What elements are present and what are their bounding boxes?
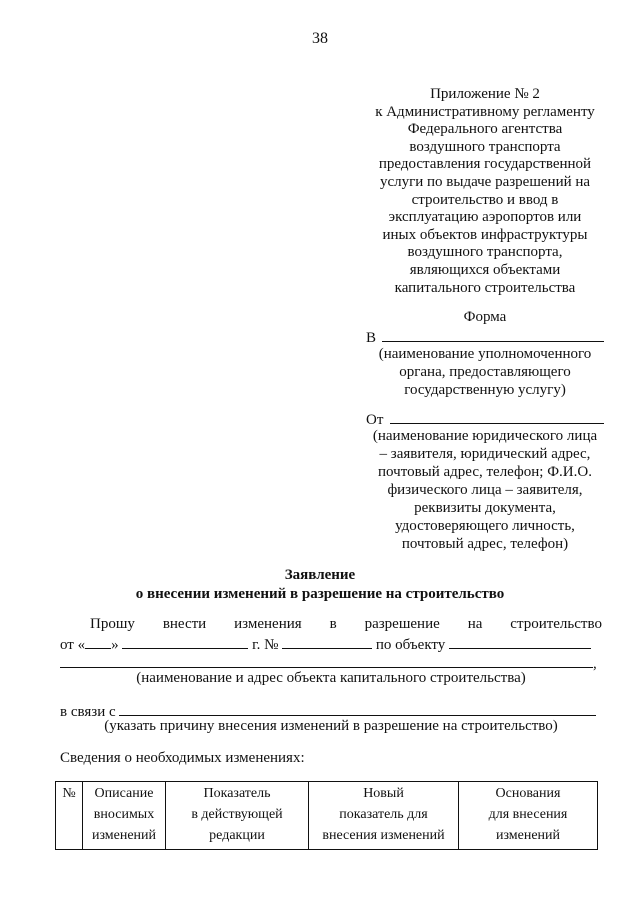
request-line bbox=[90, 616, 602, 633]
appendix-line: к Административному регламенту bbox=[375, 103, 595, 120]
header-line: Показатель bbox=[203, 786, 271, 801]
comma: , bbox=[593, 656, 597, 672]
object-hint: (наименование и адрес объекта капитального строительства) bbox=[136, 670, 526, 686]
appendix-line: Приложение № 2 bbox=[430, 86, 540, 102]
permit-number-field[interactable] bbox=[282, 634, 372, 649]
appendix-line: эксплуатацию аэропортов или bbox=[388, 209, 582, 226]
header-line: вносимых bbox=[93, 807, 155, 822]
header-line: внесения изменений bbox=[322, 828, 445, 843]
sender-hint-line: – заявителя, юридический адрес, bbox=[379, 446, 591, 462]
recipient-hint-line: органа, предоставляющего bbox=[399, 364, 571, 380]
day-field[interactable] bbox=[85, 634, 111, 649]
header-cell-grounds bbox=[459, 782, 598, 850]
sender-hint-line: реквизиты документа, bbox=[414, 500, 556, 516]
sender-hint bbox=[360, 427, 610, 553]
request-word: разрешение bbox=[364, 616, 440, 632]
changes-table bbox=[55, 781, 598, 850]
appendix-line: предоставления государственной bbox=[378, 156, 592, 173]
table-header-row bbox=[56, 782, 598, 850]
sender-hint-line: удостоверяющего личность, bbox=[395, 518, 575, 534]
header-cell-description bbox=[83, 782, 166, 850]
request-word: строительство bbox=[510, 616, 602, 632]
date-mid: » bbox=[111, 637, 119, 653]
document-subtitle: о внесении изменений в разрешение на строительство bbox=[135, 586, 505, 602]
header-line: редакции bbox=[209, 828, 265, 843]
month-field[interactable] bbox=[122, 634, 248, 649]
changes-label: Сведения о необходимых изменениях: bbox=[60, 750, 305, 766]
request-word: в bbox=[329, 616, 337, 632]
sender-hint-line: почтовый адрес, телефон) bbox=[401, 536, 569, 552]
header-line: в действующей bbox=[191, 807, 283, 822]
request-word: изменения bbox=[234, 616, 302, 632]
header-cell-current bbox=[166, 782, 309, 850]
appendix-line: Федерального агентства bbox=[407, 121, 563, 138]
reason-field[interactable] bbox=[119, 701, 596, 716]
request-word: на bbox=[467, 616, 483, 632]
object-continuation-field[interactable] bbox=[60, 653, 593, 668]
header-line: Основания bbox=[495, 786, 561, 801]
recipient-hint bbox=[360, 345, 610, 399]
header-cell-new bbox=[309, 782, 459, 850]
sender-hint-line: физического лица – заявителя, bbox=[387, 482, 583, 498]
header-cell-number bbox=[56, 782, 83, 850]
recipient-hint-line: государственную услугу) bbox=[404, 382, 566, 398]
sender-prefix: От bbox=[366, 412, 384, 428]
sender-hint-line: (наименование юридического лица bbox=[372, 428, 598, 444]
appendix-line: иных объектов инфраструктуры bbox=[382, 226, 588, 243]
recipient-prefix: В bbox=[366, 330, 377, 346]
object-field[interactable] bbox=[449, 634, 591, 649]
header-line: Описание bbox=[94, 786, 154, 801]
request-word: внести bbox=[162, 616, 207, 632]
request-word: Прошу bbox=[90, 616, 135, 632]
reason-hint: (указать причину внесения изменений в разрешение на строительство) bbox=[104, 718, 558, 734]
header-line: изменений bbox=[495, 828, 561, 843]
header-line: для внесения bbox=[488, 807, 568, 822]
appendix-line: являющихся объектами bbox=[409, 261, 561, 278]
year-number-label: г. № bbox=[252, 637, 279, 653]
form-label: Форма bbox=[463, 309, 507, 325]
date-number-line bbox=[60, 634, 602, 654]
reason-prefix: в связи с bbox=[60, 704, 116, 720]
sender-row bbox=[366, 409, 604, 429]
object-label: по объекту bbox=[375, 637, 446, 653]
appendix-line: капитального строительства bbox=[394, 279, 576, 296]
header-line: изменений bbox=[91, 828, 157, 843]
appendix-header bbox=[360, 86, 610, 297]
sender-field[interactable] bbox=[390, 409, 604, 424]
sender-hint-line: почтовый адрес, телефон; Ф.И.О. bbox=[378, 464, 592, 480]
appendix-line: воздушного транспорта, bbox=[407, 244, 563, 261]
appendix-line: услуги по выдаче разрешений на bbox=[379, 173, 591, 190]
header-line: № bbox=[62, 786, 76, 801]
appendix-line: строительство и ввод в bbox=[411, 191, 559, 208]
header-line: Новый bbox=[363, 786, 404, 801]
recipient-hint-line: (наименование уполномоченного bbox=[378, 346, 592, 362]
document-title: Заявление bbox=[284, 567, 356, 583]
recipient-row bbox=[366, 327, 604, 347]
appendix-line: воздушного транспорта bbox=[409, 138, 561, 155]
page-number: 38 bbox=[312, 30, 328, 47]
recipient-field[interactable] bbox=[382, 327, 604, 342]
header-line: показатель для bbox=[339, 807, 428, 822]
date-prefix: от « bbox=[60, 637, 86, 653]
